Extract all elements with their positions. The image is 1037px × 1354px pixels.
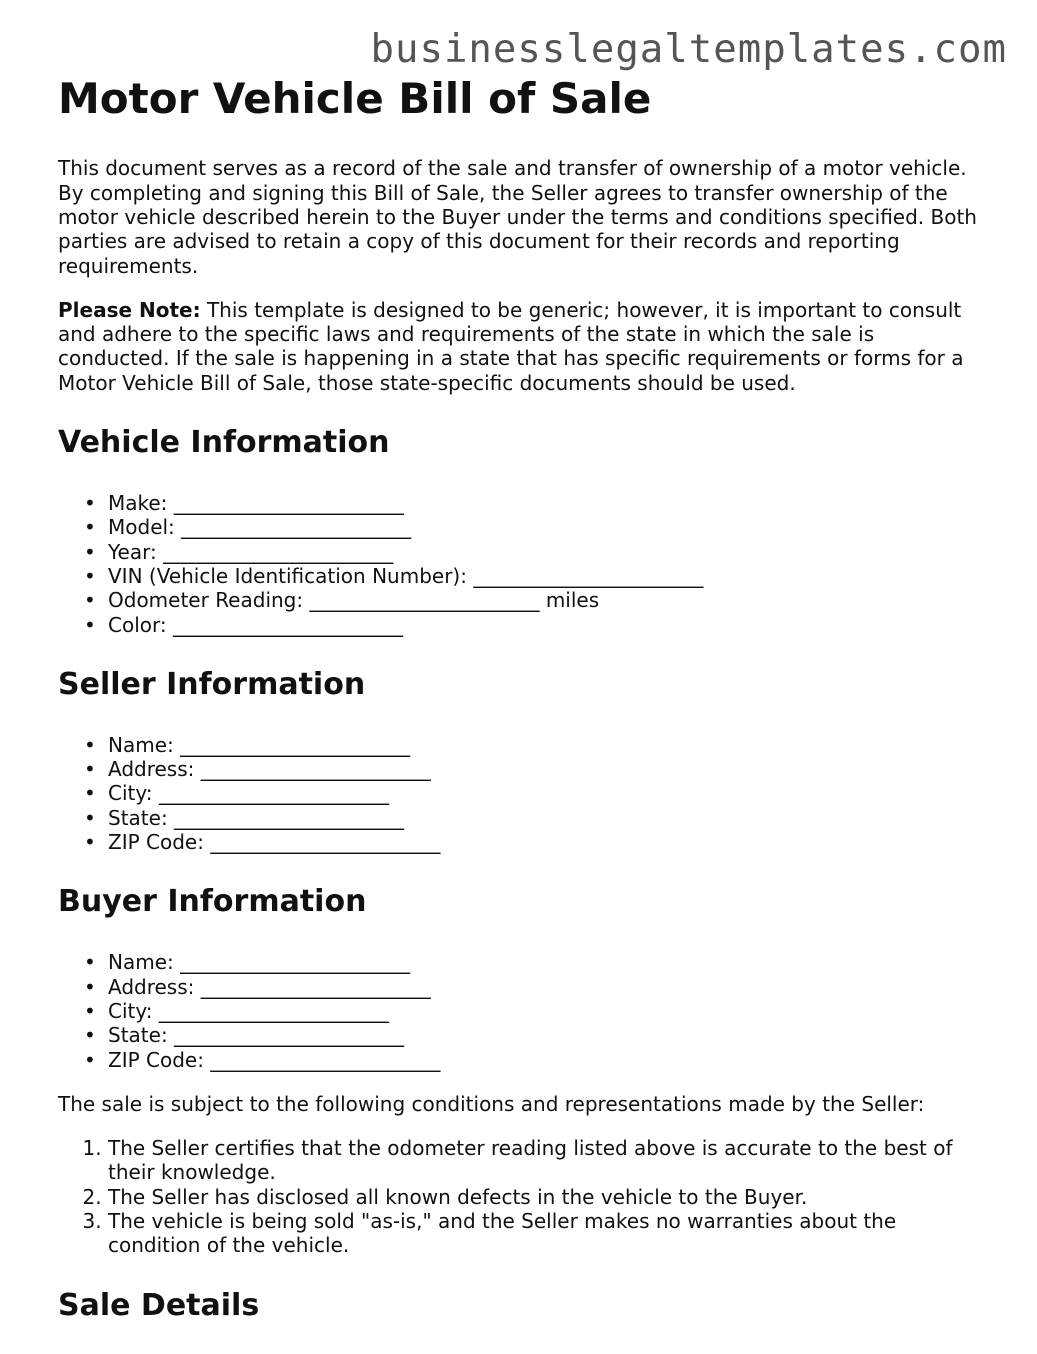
buyer-address-field: • Address: _______________________ — [108, 975, 988, 999]
buyer-city-field: • City: _______________________ — [108, 999, 988, 1023]
seller-zip-field: • ZIP Code: _______________________ — [108, 830, 988, 854]
vehicle-make-field: • Make: _______________________ — [108, 491, 988, 515]
buyer-name-field: • Name: _______________________ — [108, 950, 988, 974]
seller-info-list — [58, 733, 988, 854]
buyer-info-list — [58, 950, 988, 1071]
conditions-list — [58, 1136, 988, 1257]
intro-paragraph: This document serves as a record of the sale and transfer of ownership of a motor vehicle. By completing and signing this Bill of Sale, the Seller agrees to transfer ownership of the motor vehicle described herein to the Buyer under the terms and conditions specified. Both parties are advised to retain a copy of this document for their records and reporting requirements. — [58, 156, 977, 278]
condition-item: 1. The Seller certifies that the odometer reading listed above is accurate to the best of their knowledge. — [108, 1136, 988, 1185]
vehicle-info-heading: Vehicle Information — [58, 425, 390, 461]
vehicle-model-field: • Model: _______________________ — [108, 515, 988, 539]
vehicle-vin-field: • VIN (Vehicle Identification Number): _______________________ — [108, 564, 988, 588]
document-page — [58, 74, 988, 1354]
seller-address-field: • Address: _______________________ — [108, 757, 988, 781]
vehicle-odometer-field: • Odometer Reading: _______________________ miles — [108, 588, 988, 612]
seller-city-field: • City: _______________________ — [108, 781, 988, 805]
buyer-zip-field: • ZIP Code: _______________________ — [108, 1048, 988, 1072]
note-label: Please Note: — [58, 297, 201, 322]
condition-item: 3. The vehicle is being sold "as-is," and the Seller makes no warranties about the condition of the vehicle. — [108, 1209, 988, 1258]
seller-name-field: • Name: _______________________ — [108, 733, 988, 757]
note-paragraph — [58, 298, 988, 395]
condition-item: 2. The Seller has disclosed all known defects in the vehicle to the Buyer. — [108, 1185, 988, 1209]
sale-details-heading: Sale Details — [58, 1287, 260, 1323]
vehicle-color-field: • Color: _______________________ — [108, 613, 988, 637]
seller-info-heading: Seller Information — [58, 666, 366, 702]
conditions-intro: The sale is subject to the following conditions and representations made by the Seller: — [58, 1091, 925, 1116]
seller-state-field: • State: _______________________ — [108, 806, 988, 830]
vehicle-info-list — [58, 491, 988, 637]
vehicle-year-field: • Year: _______________________ — [108, 540, 988, 564]
note-text: This template is designed to be generic; however, it is important to consult and adhere to the specific laws and requirements of the state in which the sale is conducted. If the sale is happening in a state that has specific requirements or forms for a Motor Vehicle Bill of Sale, those state-specific documents should be used. — [58, 297, 964, 395]
document-title: Motor Vehicle Bill of Sale — [58, 74, 652, 123]
buyer-info-heading: Buyer Information — [58, 884, 367, 920]
buyer-state-field: • State: _______________________ — [108, 1023, 988, 1047]
watermark-text: businesslegaltemplates.com — [370, 27, 1007, 72]
